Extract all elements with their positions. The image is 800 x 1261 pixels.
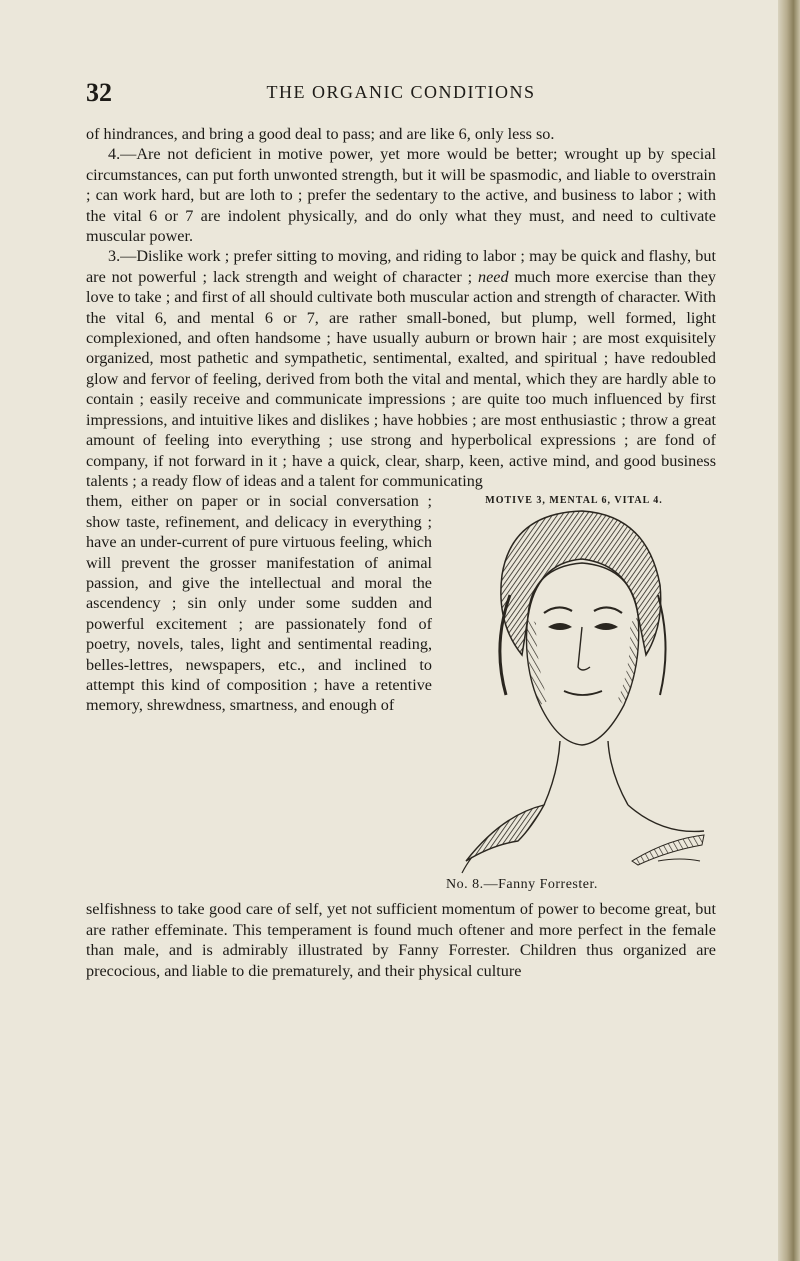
body-text xyxy=(86,124,716,981)
portrait-figure xyxy=(432,491,716,899)
page-header xyxy=(86,78,716,108)
portrait-engraving xyxy=(432,505,716,875)
figure-label: MOTIVE 3, MENTAL 6, VITAL 4. xyxy=(485,495,663,507)
paragraph-motive-4: 4.—Are not deficient in motive power, yet more would be better; wrought up by special circumstances, can put forth unwonted strength, but it will be spasmodic, and liable to overstrain ; can work hard, but are loth to ; prefer the sedentary to the active, and business to labor ; with the vital 6 or 7 are indolent physically, and do only what they must, and need to cultivate muscular power. xyxy=(86,145,716,246)
paragraph-motive-3-part-b: much more exercise than they love to take ; and first of all should cultivate both muscular action and strength of character. With the vital 6, and mental 6 or 7, are rather small-boned, but plump, well formed, light complexioned, and often handsome ; have usually auburn or brown hair ; are most exquisitely organized, most pathetic and sympathetic, sentimental, exalted, and spiritual ; have redoubled glow and fervor of feeling, derived from both the vital and mental, which they are hardly able to contain ; easily receive and communicate impressions ; are quite too much influenced by first impressions, and intuitive likes and dislikes ; have hobbies ; are most enthusiastic ; throw a great amount of feeling into everything ; use strong and hyperbolical expressions ; are fond of company, if not forward in it ; have a quick, clear, sharp, keen, active mind, and good business talents ; a ready flow of ideas and a talent for communicating xyxy=(86,267,716,490)
page-edge-shadow xyxy=(778,0,800,1261)
running-head: THE ORGANIC CONDITIONS xyxy=(266,82,536,102)
paragraph-continuation: of hindrances, and bring a good deal to pass; and are like 6, only less so. xyxy=(86,125,555,143)
paragraph-wrapped-text: them, either on paper or in social conversation ; show taste, refinement, and delicacy in everything ; have an under-current of pure virtuous feeling, which will prevent the grosser manifestation of animal passion, and give the intellectual and moral the ascendency ; sin only under some sudden and powerful excitement ; are passionately fond of poetry, novels, tales, light and sentimental reading, belles-lettres, newspapers, etc., and inclined to attempt this kind of composition ; have a retentive memory, shrewdness, smartness, and enough of xyxy=(86,492,432,715)
paragraph-motive-3-part-a: 3.—Dislike work ; prefer sitting to moving, and riding to labor ; may be quick and flashy, but are not powerful ; lack strength and weight of character ; xyxy=(86,247,716,286)
page-number: 32 xyxy=(86,78,112,107)
figure-wrap-area xyxy=(86,491,716,899)
paragraph-after-figure: selfishness to take good care of self, yet not sufficient momentum of power to become great, but are rather effeminate. This temperament is found much oftener and more perfect in the female than male, and is admirably illustrated by Fanny Forrester. Children thus organized are precocious, and liable to die prematurely, and their physical culture xyxy=(86,900,716,980)
figure-caption: No. 8.—Fanny Forrester. xyxy=(446,877,598,893)
paragraph-motive-3 xyxy=(86,246,716,491)
emphasis-need: need xyxy=(478,267,509,286)
